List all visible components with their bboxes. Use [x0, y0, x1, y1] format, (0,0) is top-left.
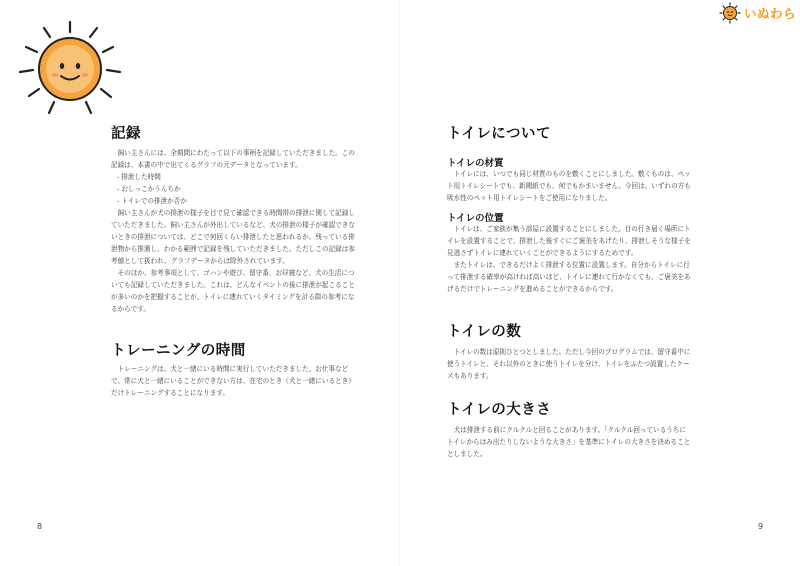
record-paragraph-3: そのほか、参考事項として、ゴハンや遊び、留守番、お昼寝など、犬の生活についても記録していただきました。これは、どんなイベントの後に排泄が起こることが多いのかを把握することが、トイレに連れていくタイミングを計る際の参考になるからです。 — [111, 269, 355, 313]
page-number-right: 9 — [758, 522, 764, 531]
toilet-size-paragraph: 犬は排泄する前にクルクルと回ることがあります。「クルクル回っているうちにトイレからはみ出たりしないような大きさ」を基準にトイレの大きさを決めることとしました。 — [447, 426, 691, 458]
training-time-body — [111, 363, 356, 399]
toilet-material-body — [447, 168, 692, 204]
about-toilet-heading: トイレについて — [447, 126, 551, 142]
sun-mascot-icon — [16, 18, 124, 118]
training-time-heading: トレーニングの時間 — [111, 343, 246, 359]
toilet-size-body — [447, 424, 692, 460]
list-item: - 排泄した時間 — [117, 173, 161, 181]
toilet-material-heading: トイレの材質 — [447, 158, 504, 169]
logo-text: いぬわら — [743, 6, 796, 21]
page-number-left: 8 — [37, 522, 43, 531]
toilet-material-paragraph: トイレには、いつでも同じ材質のものを敷くことにしました。敷くものは、ペット用トイレシートでも、新聞紙でも、何でもかまいません。今回は、いずれの方も吸水性のペット用トイレシートをご使用になりました。 — [447, 170, 691, 202]
record-paragraph-2: 飼い主さんが犬の排泄の様子を目で見て確認できる時間帯の排泄に関して記録していただきました。飼い主さんが外出しているなど、犬の排泄の様子が確認できないときの排泄については、どこで何回くらい排泄したと思われるか、残っている排泄物から推測し、わかる範囲で記録を残していただきました。ただしこの記録は参考値として扱われ、グラフデータからは除外されています。 — [111, 209, 355, 265]
toilet-position-body — [447, 223, 692, 295]
toilet-size-heading: トイレの大きさ — [447, 402, 552, 418]
training-time-paragraph: トレーニングは、犬と一緒にいる時間に実行していただきました。お仕事などで、常に犬と一緒にいることができない方は、在宅のとき（犬と一緒にいるとき）だけトレーニングすることになります。 — [111, 365, 355, 397]
toilet-position-paragraph-2: またトイレは、できるだけよく排泄する位置に設置します。自分からトイレに行って排泄する確率が高ければ高いほど、トイレに連れて行かなくても、ご褒美をあげるだけでトレーニングを進めることができるからです。 — [447, 261, 691, 293]
list-item: - おしっこかうんちか — [117, 185, 181, 193]
brand-logo — [719, 2, 796, 24]
sun-logo-icon — [719, 2, 741, 24]
toilet-count-body — [447, 346, 692, 382]
record-heading: 記録 — [111, 126, 141, 142]
record-body — [111, 147, 356, 315]
toilet-count-paragraph: トイレの数は原則ひとつとしました。ただし今回のプログラムでは、留守番中に使うトイレと、それ以外のときに使うトイレを分け、トイレをふたつ設置したケースもあります。 — [447, 348, 691, 380]
toilet-count-heading: トイレの数 — [447, 324, 522, 340]
toilet-position-heading: トイレの位置 — [447, 213, 504, 224]
list-item: - トイレでの排泄か否か — [117, 197, 187, 205]
right-page — [400, 0, 800, 566]
record-intro: 飼い主さんには、全期間にわたって以下の事柄を記録していただきました。この記録は、本書の中で出てくるグラフの元データとなっています。 — [111, 149, 355, 169]
toilet-position-paragraph-1: トイレは、ご家族が集う部屋に設置することにしました。目の行き届く場所にトイレを設置することで、排泄した後すぐにご褒美をあげたり、排泄しそうな様子を見逃さずトイレに連れていくことができるようにするためです。 — [447, 225, 691, 257]
